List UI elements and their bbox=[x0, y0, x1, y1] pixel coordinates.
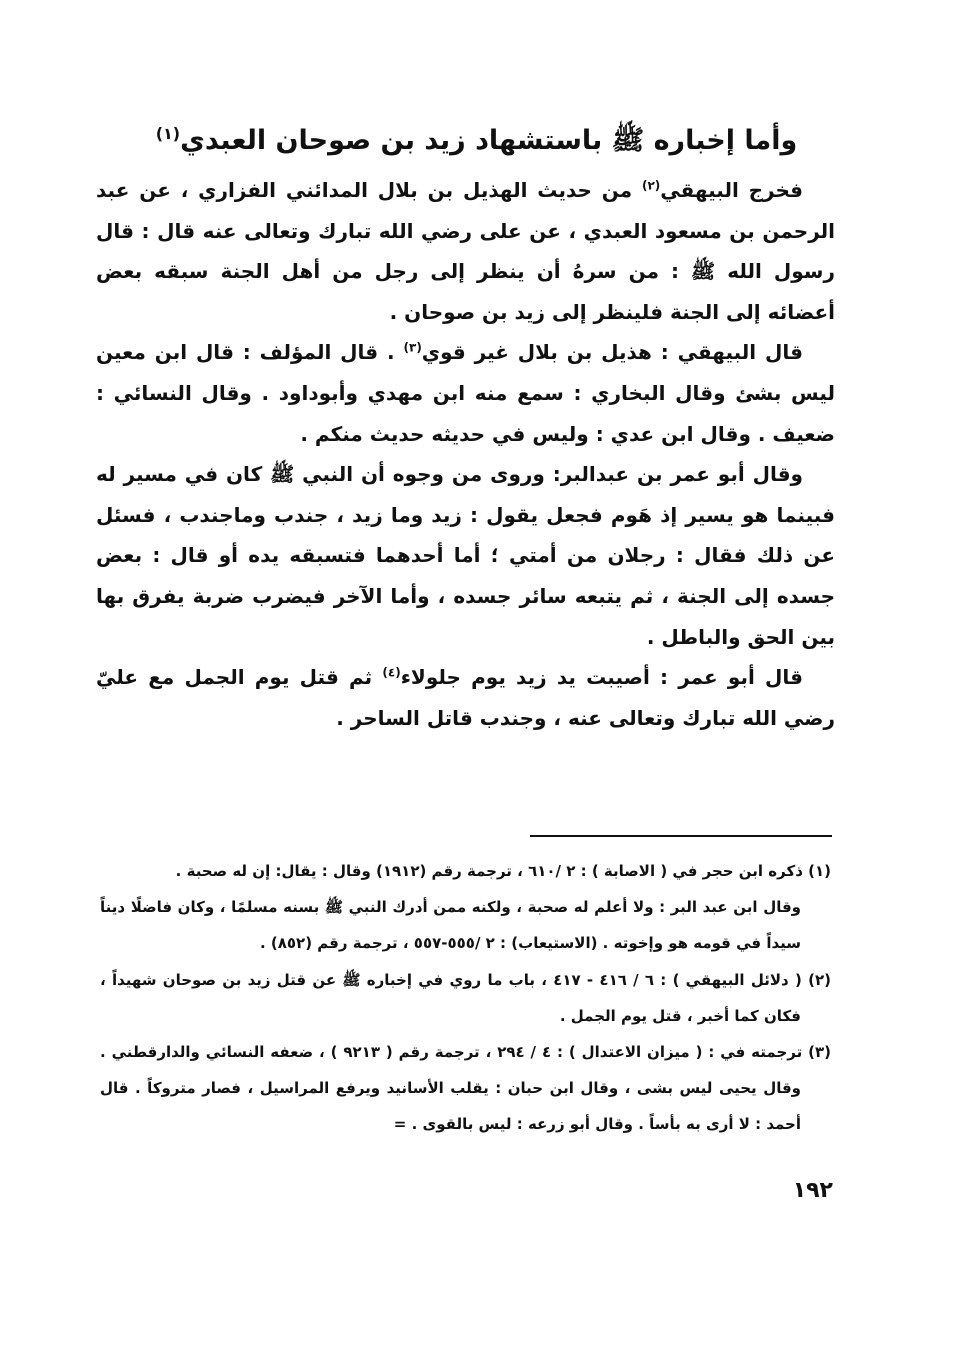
footnote-ref: (٢) bbox=[641, 178, 661, 193]
title-footnote-ref: (١) bbox=[155, 124, 181, 144]
footnotes bbox=[100, 853, 831, 1143]
footnote-ref: (٤) bbox=[382, 665, 401, 680]
paragraph: فخرج البيهقي$^{(٢)}$ من حديث الهذيل بن بلال المدائني الفزاري ، عن عبد الرحمن بن مسعود العبدي ، عن على رضي الله تبارك وتعالى عنه قال : قال رسول الله ﷺ : من سرهُ أن ينظر إلى رجل من أهل الجنة سبقه بعض أعضائه إلى الجنة فلينظر إلى زيد بن صوحان . bbox=[96, 178, 835, 324]
paragraph: قال البيهقي : هذيل بن بلال غير قوي$^{(٣)}$ . قال المؤلف : قال ابن معين ليس بشئ وقال البخاري : سمع منه ابن مهدي وأبوداود . وقال النسائي : ضعيف . وقال ابن عدي : وليس في حديثه حديث منكم . bbox=[96, 340, 835, 446]
footnote-number: (١) bbox=[808, 862, 831, 880]
footnote-number: (٢) bbox=[808, 970, 831, 989]
footnote-number: (٣) bbox=[808, 1043, 831, 1062]
footnote-continuation: وقال ابن عبد البر : ولا أعلم له صحبة ، ولكنه ممن أدرك النبي ﷺ بسنه مسلمًا ، وكان فاضلًا ديناً سيداً في قومه هو وإخوته . (الاستيعاب) : ٢ /٥٥٥-٥٥٧ ، ترجمة رقم (٨٥٢) . bbox=[100, 898, 801, 953]
chapter-title-text: وأما إخباره ﷺ باستشهاد زيد بن صوحان العبدي bbox=[180, 125, 798, 157]
footnote: (٢) ( دلائل البيهقي ) : ٦ / ٤١٦ - ٤١٧ ، باب ما روي في إخباره ﷺ عن قتل زيد بن صوحان شهيداً ، فكان كما أخبر ، قتل يوم الجمل . bbox=[100, 970, 831, 1025]
footnote-ref: (٣) bbox=[403, 340, 422, 355]
body-text bbox=[96, 170, 835, 738]
footnote-divider bbox=[530, 835, 832, 837]
footnote: (١) ذكره ابن حجر في ( الاصابة ) : ٢ /٦١٠ ، ترجمة رقم (١٩١٢) وقال : يقال: إن له صحبة . bbox=[175, 862, 831, 880]
chapter-title bbox=[100, 114, 853, 161]
page-number: ١٩٢ bbox=[792, 1178, 833, 1203]
paragraph: وقال أبو عمر بن عبدالبر: وروى من وجوه أن النبي ﷺ كان في مسير له فبينما هو يسير إذ هَوم فجعل يقول : زيد وما زيد ، جندب وماجندب ، فسئل عن ذلك فقال : رجلان من أمتي ؛ أما أحدهما فتسبقه يده أو قال : بعض جسده إلى الجنة ، ثم يتبعه سائر جسده ، وأما الآخر فيضرب ضربة يفرق بها بين الحق والباطل . bbox=[96, 462, 835, 649]
footnote: (٣) ترجمته في : ( ميزان الاعتدال ) : ٤ / ٢٩٤ ، ترجمة رقم ( ٩٢١٣ ) ، ضعفه النسائي والدارقطني . وقال يحيى ليس بشى ، وقال ابن حبان : يقلب الأسانيد ويرفع المراسيل ، فصار متروكاً . قال أحمد : لا أرى به بأساً . وقال أبو زرعه : ليس بالقوى . = bbox=[100, 1043, 831, 1134]
paragraph: قال أبو عمر : أصيبت يد زيد يوم جلولاء$^{(٤)}$ ثم قتل يوم الجمل مع عليّ رضي الله تبارك وتعالى عنه ، وجندب قاتل الساحر . bbox=[96, 665, 835, 730]
